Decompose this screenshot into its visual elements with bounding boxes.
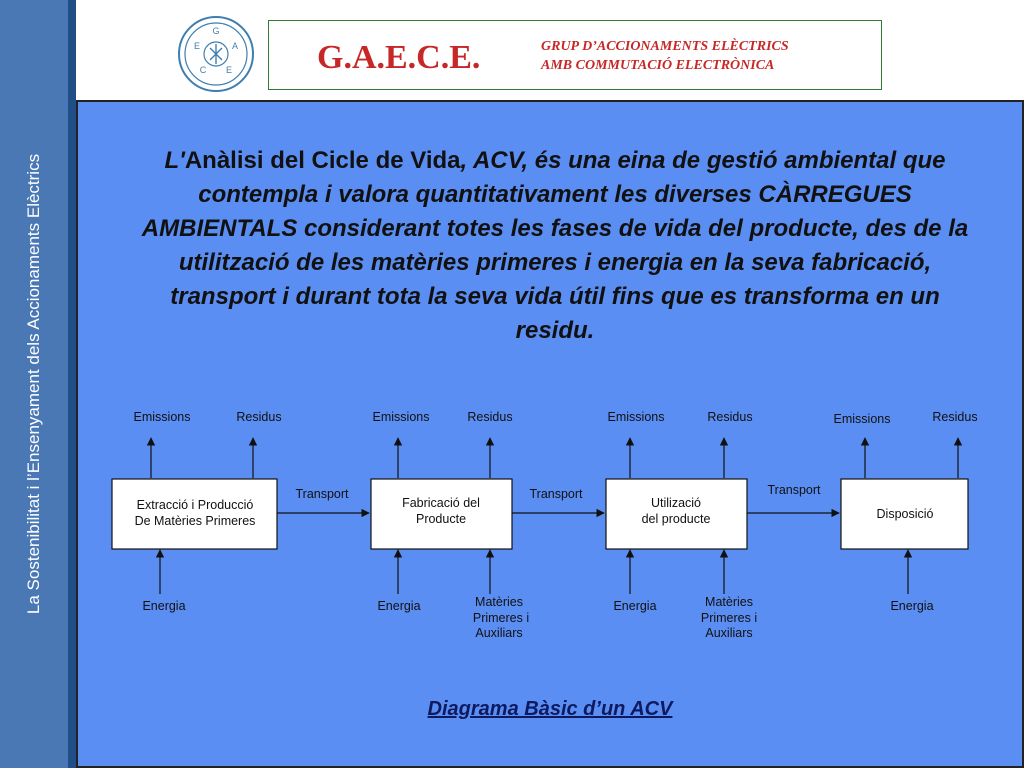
stage-label: De Matèries Primeres <box>134 514 256 528</box>
emissions-label: Emissions <box>833 412 891 426</box>
intro-emphasis: Anàlisi del Cicle de Vida <box>184 147 461 174</box>
diagram-caption: Diagrama Bàsic d’un ACV <box>427 698 673 720</box>
logo-letter: A <box>231 41 239 51</box>
emissions-label: Emissions <box>372 410 430 424</box>
materies-label: Primeres i <box>700 611 758 625</box>
emissions-label: Emissions <box>607 410 665 424</box>
residus-label: Residus <box>707 410 753 424</box>
energia-label: Energia <box>377 599 421 613</box>
stage-label: Extracció i Producció <box>136 498 254 512</box>
materies-label: Primeres i <box>472 611 530 625</box>
logo-letter: G <box>212 26 220 36</box>
sidebar-title: La Sostenibilitat i l’Ensenyament dels Accionaments Elèctrics <box>24 153 43 615</box>
brand-name: G.A.E.C.E. <box>317 39 481 76</box>
stage-label: Fabricació del <box>402 496 480 510</box>
energia-label: Energia <box>613 599 657 613</box>
logo-letter: E <box>225 65 233 75</box>
transport-label: Transport <box>295 487 349 501</box>
materies-label: Matèries <box>475 595 523 609</box>
materies-label: Matèries <box>705 595 753 609</box>
intro-prefix: L' <box>164 147 185 174</box>
tagline-line: GRUP D’ACCIONAMENTS ELÈCTRICS <box>541 39 789 54</box>
stage-label: Disposició <box>876 507 934 521</box>
residus-label: Residus <box>467 410 513 424</box>
logo-letter: E <box>193 41 201 51</box>
stage-label: del producte <box>641 512 711 526</box>
materies-label: Auxiliars <box>705 626 753 640</box>
stage-label: Utilizació <box>650 496 702 510</box>
intro-rest: , ACV, és una eina de gestió ambiental que contempla i valora quantitativament les diverses CÀRREGUES AMBIENTALS considerant totes les fases de vida del producte, des de la utilització de les matèries primeres i energia en la seva fabricació, transport i durant tota la seva vida útil fins que es transforma en un residu. <box>141 147 969 344</box>
energia-label: Energia <box>142 599 186 613</box>
transport-label: Transport <box>767 483 821 497</box>
stage-label: Producte <box>415 512 467 526</box>
emissions-label: Emissions <box>133 410 191 424</box>
energia-label: Energia <box>890 599 934 613</box>
residus-label: Residus <box>932 410 978 424</box>
materies-label: Auxiliars <box>475 626 523 640</box>
logo-letter: C <box>199 65 207 75</box>
residus-label: Residus <box>236 410 282 424</box>
tagline-line: AMB COMMUTACIÓ ELECTRÒNICA <box>541 58 775 73</box>
transport-label: Transport <box>529 487 583 501</box>
